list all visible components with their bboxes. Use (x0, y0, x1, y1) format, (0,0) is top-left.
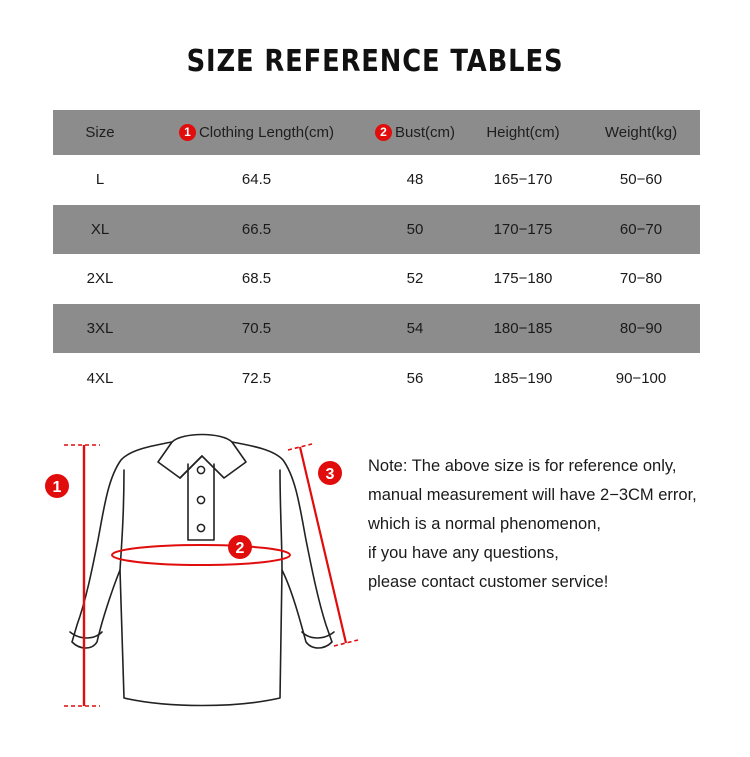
marker-1 (45, 474, 69, 498)
shirt-buttons (197, 466, 204, 531)
cell-length: 68.5 (241, 270, 272, 288)
marker-1-label: 1 (52, 479, 62, 496)
cell-length: 66.5 (241, 220, 272, 238)
cell-weight: 80−90 (619, 320, 663, 338)
cell-bust: 54 (406, 320, 424, 338)
marker-2 (228, 535, 252, 559)
cell-size: L (95, 171, 105, 189)
col-header-length-label: Clothing Length(cm) (198, 124, 335, 141)
table-row (53, 155, 700, 205)
reference-note (368, 452, 697, 597)
cell-size: 4XL (86, 369, 114, 387)
cell-length: 64.5 (241, 171, 272, 189)
cell-bust: 50 (406, 220, 424, 238)
cell-size: 3XL (86, 320, 114, 338)
button-3 (197, 524, 204, 531)
col-header-weight: Weight(kg) (604, 124, 678, 141)
col-header-bust (366, 110, 464, 155)
cell-weight: 60−70 (619, 220, 663, 238)
note-line: Note: The above size is for reference only, (368, 457, 677, 475)
col-header-length (147, 110, 366, 155)
table-row (53, 254, 700, 304)
cell-height: 165−170 (493, 171, 553, 189)
cell-bust: 48 (406, 171, 424, 189)
cell-height: 180−185 (493, 320, 553, 338)
shirt-outline (70, 435, 334, 706)
note-line: if you have any questions, (368, 544, 559, 562)
note-line: which is a normal phenomenon, (368, 515, 601, 533)
shirt-diagram (0, 420, 360, 720)
table-header-row (53, 110, 700, 155)
note-line: please contact customer service! (368, 573, 609, 591)
cell-size: XL (90, 220, 110, 238)
col-header-bust-label: Bust(cm) (395, 124, 455, 141)
cell-weight: 90−100 (615, 369, 667, 387)
bust-marker-badge: 2 (375, 124, 392, 141)
cell-bust: 52 (406, 270, 424, 288)
col-header-height: Height(cm) (486, 124, 560, 141)
length-marker-badge: 1 (179, 124, 196, 141)
bust-line (112, 545, 290, 565)
cell-height: 170−175 (493, 220, 553, 238)
cell-weight: 70−80 (619, 270, 663, 288)
cell-bust: 56 (406, 369, 424, 387)
cell-height: 175−180 (493, 270, 553, 288)
marker-3-label: 3 (325, 466, 335, 483)
table-row (53, 205, 700, 255)
marker-3 (318, 461, 342, 485)
cell-weight: 50−60 (619, 171, 663, 189)
cell-length: 72.5 (241, 369, 272, 387)
cell-size: 2XL (86, 270, 114, 288)
button-1 (197, 466, 204, 473)
table-row (53, 353, 700, 403)
page-title: SIZE REFERENCE TABLES (186, 44, 564, 79)
button-2 (197, 496, 204, 503)
col-header-size: Size (85, 124, 115, 141)
cell-height: 185−190 (493, 369, 553, 387)
table-row (53, 304, 700, 354)
cell-length: 70.5 (241, 320, 272, 338)
size-table (53, 110, 700, 403)
note-line: manual measurement will have 2−3CM error, (368, 486, 697, 504)
marker-2-label: 2 (235, 540, 245, 557)
